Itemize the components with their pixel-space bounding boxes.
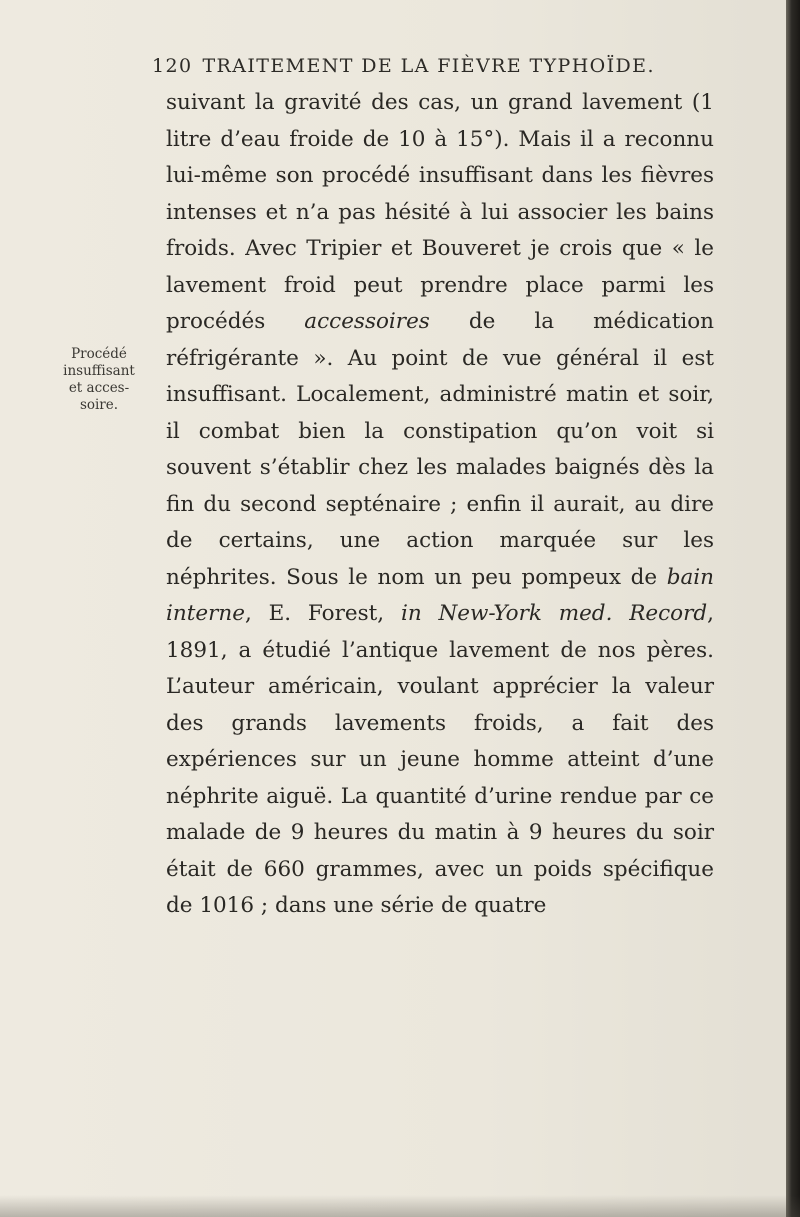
page-bottom-shadow — [0, 1195, 800, 1217]
text-run: , E. Forest, — [244, 601, 401, 626]
italic-run: in New-York med. Record — [400, 601, 708, 626]
margin-note — [54, 346, 144, 414]
margin-note-line: insuffisant — [63, 363, 135, 379]
italic-run: bain interne — [166, 564, 714, 626]
running-title: TRAITEMENT DE LA FIÈVRE TYPHOÏDE. — [202, 55, 655, 77]
page-number: 120 — [152, 55, 193, 77]
page-edge — [786, 0, 800, 1217]
text-run: suivant la gravité des cas, un grand lavement (1 litre d’eau froide de 10 à 15°). Mais il a reconnu lui-même son procédé insuffisant dans les fièvres intenses et n’a pas hésité à lui associer les bains froids. Avec Tripier et Bouveret je crois que « le lavement froid peut prendre place parmi les procédés — [166, 90, 714, 334]
text-run: , 1891, a étudié l’antique lavement de nos pères. L’auteur américain, voulant apprécier la valeur des grands lavements froids, a fait des expériences sur un jeune homme atteint d’une néphrite aiguë. La quantité d’urine rendue par ce malade de 9 heures du matin à 9 heures du soir était de 660 grammes, avec un poids spécifique de 1016 ; dans une série de quatre — [166, 601, 714, 918]
body-text — [166, 85, 714, 925]
italic-run: accessoires — [304, 309, 430, 334]
paragraph — [166, 85, 714, 925]
text-run: de la médication réfrigérante ». Au point de vue général il est insuffisant. Localement, administré matin et soir, il combat bien la constipation qu’on voit si souvent s’établir chez les malades baignés dès la fin du second septénaire ; enfin il aurait, au dire de certains, une action marquée sur les néphrites. Sous le nom un peu pompeux de — [166, 309, 714, 590]
margin-note-line: et acces- — [68, 380, 130, 396]
margin-note-line: Procédé — [71, 346, 127, 362]
margin-note-line: soire. — [79, 397, 119, 413]
running-head — [152, 55, 712, 77]
